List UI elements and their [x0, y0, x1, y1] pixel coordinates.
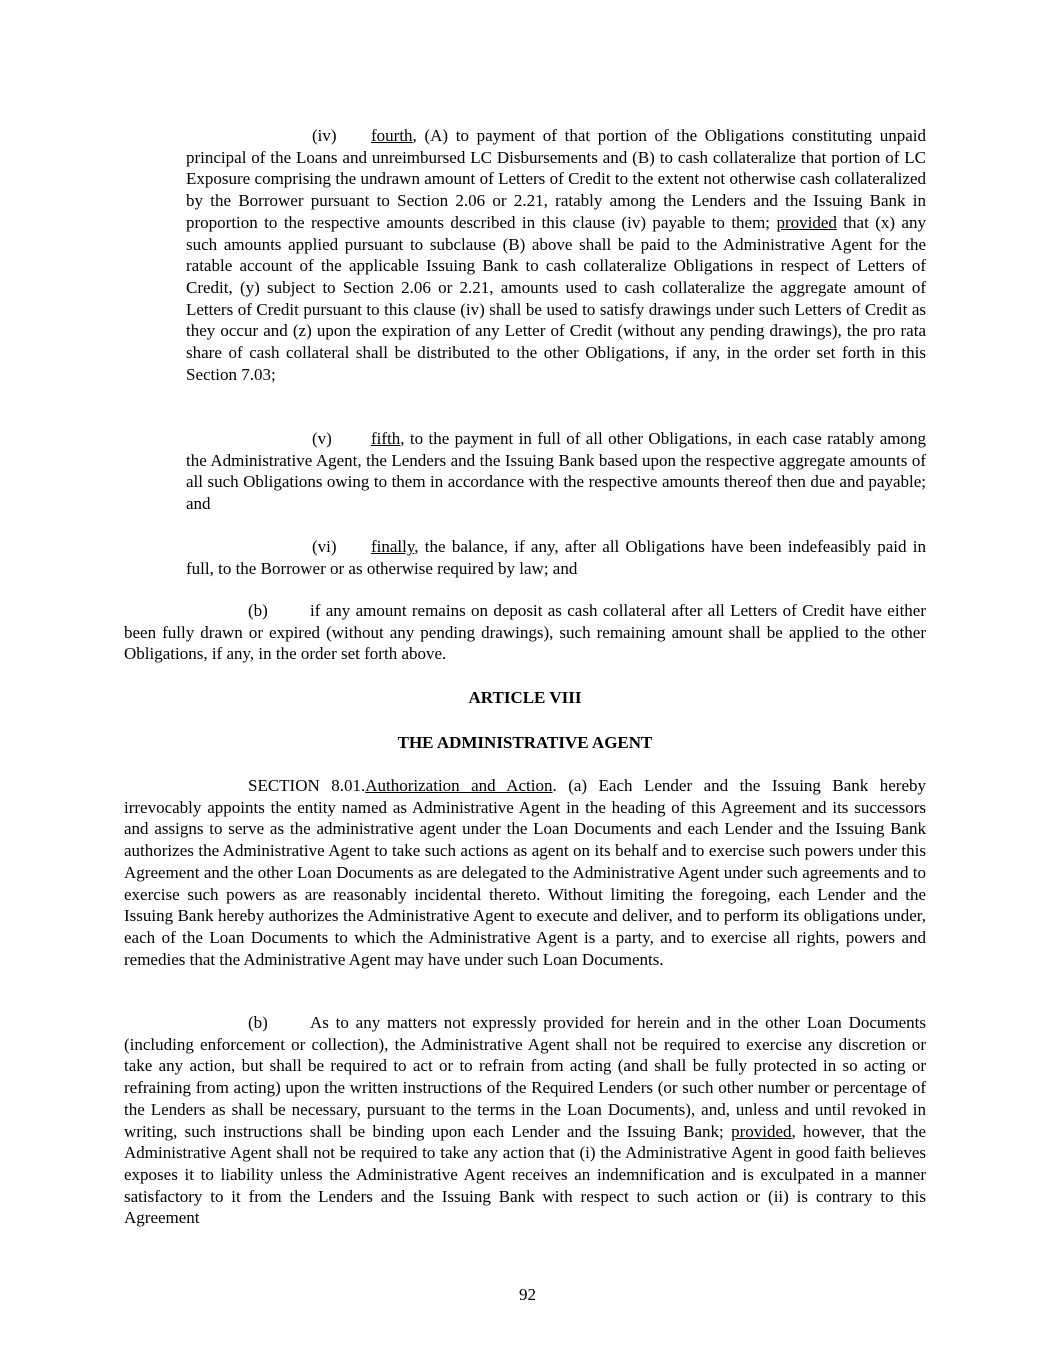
article-number: ARTICLE VIII — [468, 688, 582, 707]
clause-keyword: fifth — [371, 429, 401, 448]
clause-b-collateral — [124, 600, 926, 665]
clause-number: (b) — [248, 1013, 268, 1032]
section-8-01 — [124, 775, 926, 970]
section-label: SECTION 8.01. — [248, 776, 366, 795]
page-number: 92 — [519, 1285, 536, 1304]
clause-number: (v) — [312, 429, 332, 448]
article-title: THE ADMINISTRATIVE AGENT — [397, 733, 653, 752]
clause-number: (b) — [248, 601, 268, 620]
clause-text: that (x) any such amounts applied pursuant to subclause (B) above shall be paid to the Administrative Agent for the ratable account of the applicable Issuing Bank to cash collateralize Obligations in respect of Letters of Credit, (y) subject to Section 2.06 or 2.21, amounts used to cash collateralize the aggregate amount of Letters of Credit pursuant to this clause (iv) shall be used to satisfy drawings under such Letters of Credit as they occur and (z) upon the expiration of any Letter of Credit (without any pending drawings), the pro rata share of cash collateral shall be distributed to the other Obligations, if any, in the order set forth in this Section 7.03; — [186, 212, 927, 384]
clause-iv — [186, 125, 926, 385]
clause-text: , the balance, if any, after all Obligations have been indefeasibly paid in full, to the Borrower or as otherwise required by law; and — [186, 537, 926, 578]
clause-text: , however, that the Administrative Agent shall not be required to take any action that (i) the Administrative Agent in good faith believes exposes it to liability unless the Administrative Agent receives an indemnification and is exculpated in a manner satisfactory to it from the Lenders and the Issuing Bank with respect to such action or (ii) is contrary to this Agreement — [124, 1121, 927, 1228]
clause-number: (iv) — [312, 126, 337, 145]
clause-text: if any amount remains on deposit as cash collateral after all Letters of Credit have either been fully drawn or expired (without any pending drawings), such remaining amount shall be applied to the other Obligations, if any, in the order set forth above. — [124, 601, 926, 664]
provided-term: provided — [776, 212, 837, 232]
section-heading: Authorization and Action — [365, 776, 553, 795]
clause-vi — [186, 536, 926, 579]
clause-number: (vi) — [312, 537, 337, 556]
clause-b-matters — [124, 1012, 926, 1229]
clause-text: , to the payment in full of all other Obligations, in each case ratably among the Administrative Agent, the Lenders and the Issuing Bank based upon the respective aggregate amounts of all such Obligations owing to them in accordance with the respective amounts thereof then due and payable; and — [186, 429, 926, 514]
clause-text: , (A) to payment of that portion of the Obligations constituting unpaid principal of the Loans and unreimbursed LC Disbursements and (B) to cash collateralize that portion of LC Exposure comprising the undrawn amount of Letters of Credit to the extent not otherwise cash collateralized by the Borrower pursuant to Section 2.06 or 2.21, ratably among the Lenders and the Issuing Bank in proportion to the respective amounts described in this clause (iv) payable to them; — [186, 126, 926, 232]
clause-keyword: fourth — [371, 126, 413, 145]
provided-term: provided — [731, 1121, 792, 1141]
section-text: . (a) Each Lender and the Issuing Bank hereby irrevocably appoints the entity named as Administrative Agent in the heading of this Agreement and its successors and assigns to serve as the administrative agent under the Loan Documents and each Lender and the Issuing Bank authorizes the Administrative Agent to take such actions as agent on its behalf and to exercise such powers under this Agreement and the other Loan Documents as are delegated to the Administrative Agent under such agreements and to exercise such powers as are reasonably incidental thereto. Without limiting the foregoing, each Lender and the Issuing Bank hereby authorizes the Administrative Agent to execute and deliver, and to perform its obligations under, each of the Loan Documents to which the Administrative Agent is a party, and to exercise all rights, powers and remedies that the Administrative Agent may have under such Loan Documents. — [124, 776, 926, 969]
clause-text: As to any matters not expressly provided for herein and in the other Loan Documents (including enforcement or collection), the Administrative Agent shall not be required to exercise any discretion or take any action, but shall be required to act or to refrain from acting (and shall be fully protected in so acting or refraining from acting) upon the written instructions of the Required Lenders (or such other number or percentage of the Lenders as shall be necessary, pursuant to the terms in the Loan Documents), and, unless and until revoked in writing, such instructions shall be binding upon each Lender and the Issuing Bank; — [124, 1013, 926, 1141]
clause-keyword: finally — [371, 537, 415, 556]
clause-v — [186, 428, 926, 515]
